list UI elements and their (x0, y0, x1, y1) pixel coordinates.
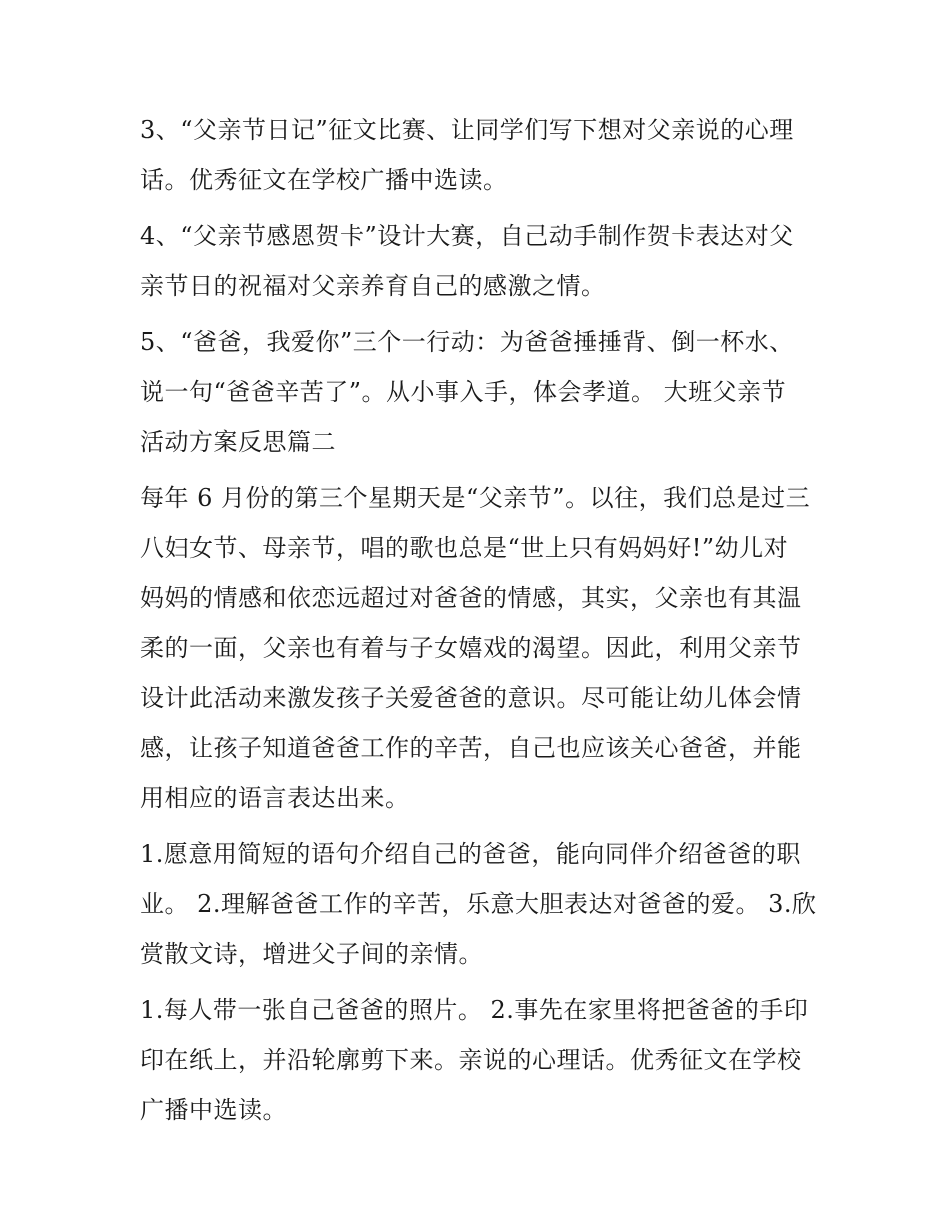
text-line: 广播中选读。 (140, 1096, 287, 1124)
text-line: 5、“爸爸，我爱你”三个一行动：为爸爸捶捶背、倒一杯水、 (140, 328, 794, 356)
text-line: 妈妈的情感和依恋远超过对爸爸的情感，其实，父亲也有其温 (140, 584, 802, 612)
document-page (140, 105, 820, 1141)
text-line: 话。优秀征文在学校广播中选读。 (140, 166, 508, 194)
text-line: 4、“父亲节感恩贺卡”设计大赛，自己动手制作贺卡表达对父 (140, 222, 794, 250)
text-line: 1.愿意用简短的语句介绍自己的爸爸，能向同伴介绍爸爸的职 (140, 840, 801, 868)
text-line: 印在纸上，并沿轮廓剪下来。亲说的心理话。优秀征文在学校 (140, 1046, 802, 1074)
text-line: 感，让孩子知道爸爸工作的辛苦，自己也应该关心爸爸，并能 (140, 734, 802, 762)
paragraph-activity-4 (140, 211, 820, 311)
text-line: 每年 6 月份的第三个星期天是“父亲节”。以往，我们总是过三 (140, 484, 811, 512)
text-line: 亲节日的祝福对父亲养育自己的感激之情。 (140, 272, 606, 300)
paragraph-goals (140, 829, 820, 979)
text-line: 用相应的语言表达出来。 (140, 784, 410, 812)
text-line: 赏散文诗，增进父子间的亲情。 (140, 940, 483, 968)
paragraph-activity-3 (140, 105, 820, 205)
text-line: 业。 2.理解爸爸工作的辛苦，乐意大胆表达对爸爸的爱。 3.欣 (140, 890, 817, 918)
text-line: 3、“父亲节日记”征文比赛、让同学们写下想对父亲说的心理 (140, 116, 794, 144)
text-line: 柔的一面，父亲也有着与子女嬉戏的渴望。因此，利用父亲节 (140, 634, 802, 662)
paragraph-activity-5 (140, 317, 820, 467)
text-line: 说一句“爸爸辛苦了”。从小事入手，体会孝道。 大班父亲节 (140, 378, 787, 406)
paragraph-preparation (140, 985, 820, 1135)
paragraph-background (140, 473, 820, 823)
text-line: 1.每人带一张自己爸爸的照片。 2.事先在家里将把爸爸的手印 (140, 996, 809, 1024)
text-line: 设计此活动来激发孩子关爱爸爸的意识。尽可能让幼儿体会情 (140, 684, 802, 712)
text-line: 活动方案反思篇二 (140, 428, 336, 456)
text-line: 八妇女节、母亲节，唱的歌也总是“世上只有妈妈好!”幼儿对 (140, 534, 789, 562)
